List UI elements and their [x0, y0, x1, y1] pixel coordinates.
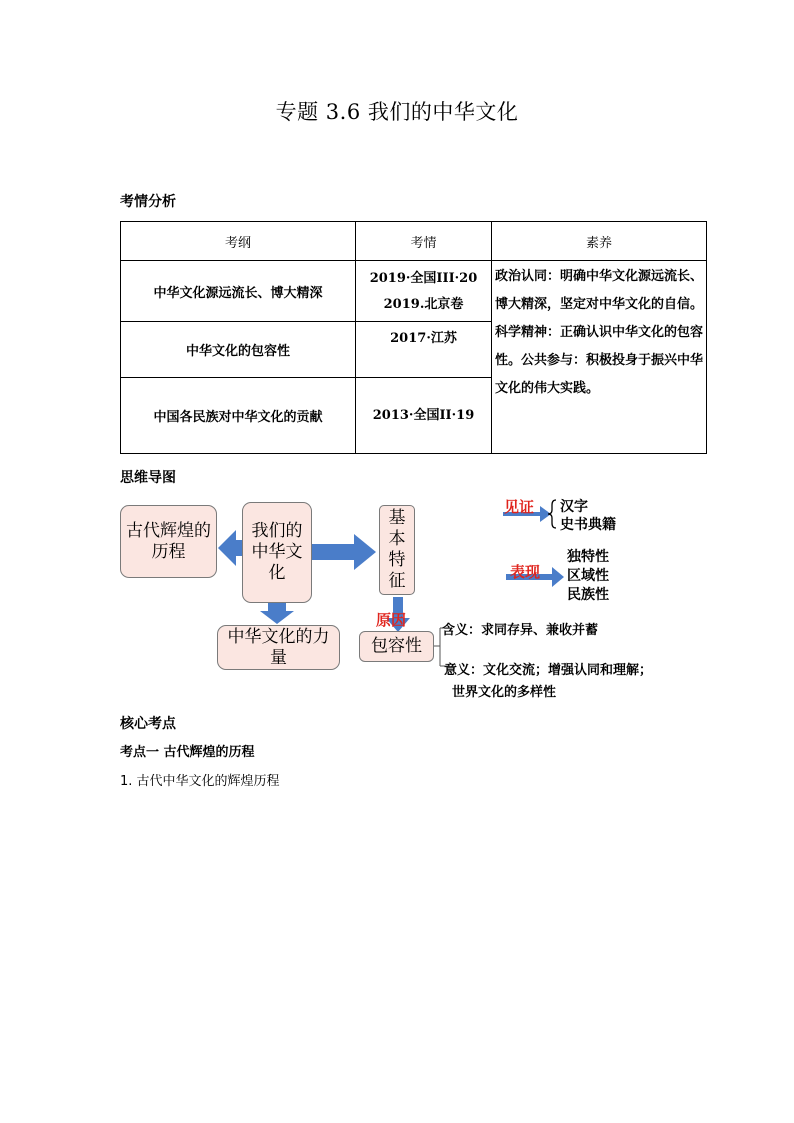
box-ancient: 古代辉煌的历程 — [120, 505, 217, 578]
kaoqing-line: 2019·全国III·20 — [369, 271, 478, 286]
kaodian-heading: 考点一 古代辉煌的历程 — [120, 745, 255, 760]
arrow-right-icon — [312, 534, 376, 570]
arrow-down-icon — [260, 603, 294, 624]
kaoqing-line: 2013·全国II·19 — [372, 407, 475, 423]
box-power: 中华文化的力量 — [217, 625, 340, 670]
kaoqing-line: 2017·江苏 — [390, 331, 457, 346]
label-yuanyin: 原因 — [376, 611, 407, 629]
page-title: 专题 3.6 我们的中华文化 — [275, 100, 519, 124]
table-header: 考情 — [356, 222, 492, 261]
yiyi-text-2: 世界文化的多样性 — [452, 685, 557, 700]
kaogang-cell: 中华文化源远流长、博大精深 — [121, 261, 356, 322]
biaoxian-list — [567, 548, 609, 605]
kaoqing-line: 2019.北京卷 — [383, 297, 464, 312]
biaoxian-item: 区域性 — [567, 568, 609, 584]
suyang-cell: 政治认同：明确中华文化源远流长、博大精深，坚定对中华文化的自信。科学精神：正确认识中华文化的包容性。公共参与：积极投身于振兴中华文化的伟大实践。 — [492, 261, 707, 454]
label-biaoxian: 表现 — [510, 563, 541, 581]
label-jianzheng: 见证 — [504, 498, 535, 516]
kaogang-cell: 中华文化的包容性 — [121, 322, 356, 378]
box-center: 我们的中华文化 — [242, 502, 312, 603]
yiyi-text: 意义：文化交流；增强认同和理解； — [444, 663, 653, 678]
biaoxian-item: 独特性 — [567, 549, 609, 565]
section-heading-mindmap: 思维导图 — [120, 470, 176, 486]
jianzheng-list — [560, 498, 616, 534]
box-basic: 基本特征 — [379, 505, 415, 595]
arrow-left-icon — [218, 530, 242, 566]
jianzheng-item: 汉字 — [560, 499, 588, 515]
section-heading-kaoqing: 考情分析 — [120, 194, 176, 210]
jianzheng-item: 史书典籍 — [560, 517, 616, 533]
box-inclusive: 包容性 — [359, 631, 434, 662]
biaoxian-item: 民族性 — [567, 587, 609, 603]
brace-icon — [548, 500, 556, 528]
section-heading-core: 核心考点 — [120, 716, 176, 732]
kaogang-cell: 中国各民族对中华文化的贡献 — [121, 378, 356, 454]
list-item: 1. 古代中华文化的辉煌历程 — [120, 774, 280, 789]
table-header: 素养 — [492, 222, 707, 261]
hanyi-text: 含义：求同存异、兼收并蓄 — [442, 623, 599, 638]
table-header: 考纲 — [121, 222, 356, 261]
